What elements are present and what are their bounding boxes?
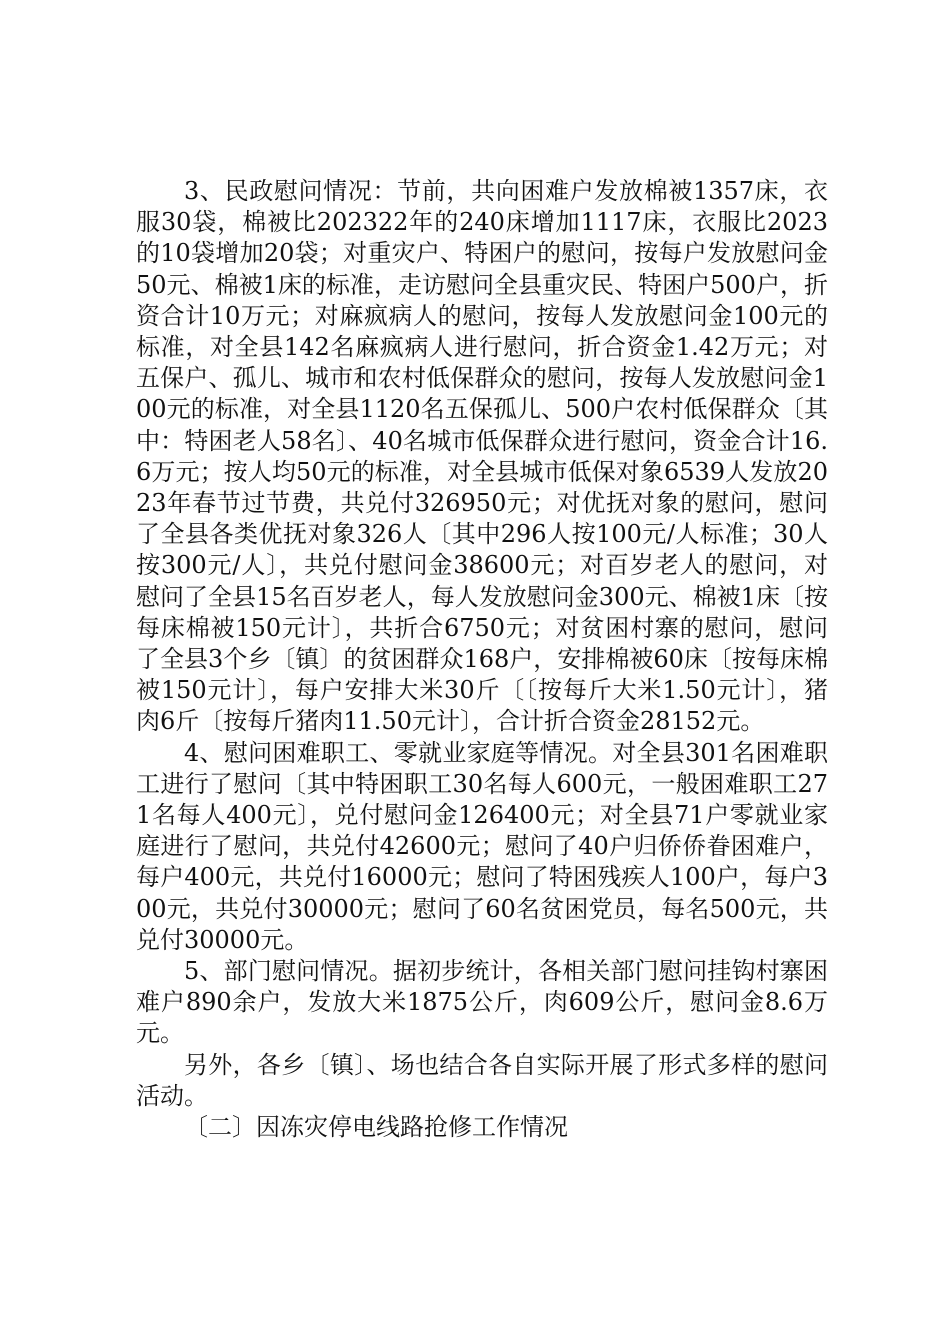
paragraph-workers: 4、慰问困难职工、零就业家庭等情况。对全县301名困难职工进行了慰问〔其中特困职工30名每人600元，一般困难职工271名每人400元〕，兑付慰问金126400元；对全县71户零就业家庭进行了慰问，共兑付42600元；慰问了40户归侨侨眷困难户，每户400元，共兑付16000元；慰问了特困残疾人100户，每户300元，共兑付30000元；慰问了60名贫困党员，每名500元，共兑付30000元。 [136, 738, 828, 954]
document-body [136, 176, 828, 1143]
section-heading: 〔二〕因冻灾停电线路抢修工作情况 [184, 1113, 568, 1142]
paragraph-other: 另外，各乡〔镇〕、场也结合各自实际开展了形式多样的慰问活动。 [136, 1050, 828, 1110]
paragraph-civil-affairs: 3、民政慰问情况：节前，共向困难户发放棉被1357床，衣服30袋，棉被比202322年的240床增加1117床，衣服比2023的10袋增加20袋；对重灾户、特困户的慰问，按每户发放慰问金50元、棉被1床的标准，走访慰问全县重灾民、特困户500户，折资合计10万元；对麻疯病人的慰问，按每人发放慰问金100元的标准，对全县142名麻疯病人进行慰问，折合资金1.42万元；对五保户、孤儿、城市和农村低保群众的慰问，按每人发放慰问金100元的标准，对全县1120名五保孤儿、500户农村低保群众〔其中：特困老人58名〕、40名城市低保群众进行慰问，资金合计16.6万元；按人均50元的标准，对全县城市低保对象6539人发放2023年春节过节费，共兑付326950元；对优抚对象的慰问，慰问了全县各类优抚对象326人〔其中296人按100元/人标准；30人按300元/人〕，共兑付慰问金38600元；对百岁老人的慰问，对慰问了全县15名百岁老人，每人发放慰问金300元、棉被1床〔按每床棉被150元计〕，共折合6750元；对贫困村寨的慰问，慰问了全县3个乡〔镇〕的贫困群众168户，安排棉被60床〔按每床棉被150元计〕，每户安排大米30斤〔〔按每斤大米1.50元计〕，猪肉6斤〔按每斤猪肉11.50元计〕，合计折合资金28152元。 [136, 177, 828, 736]
paragraph-departments: 5、部门慰问情况。据初步统计，各相关部门慰问挂钩村寨困难户890余户，发放大米1875公斤，肉609公斤，慰问金8.6万元。 [136, 957, 828, 1048]
